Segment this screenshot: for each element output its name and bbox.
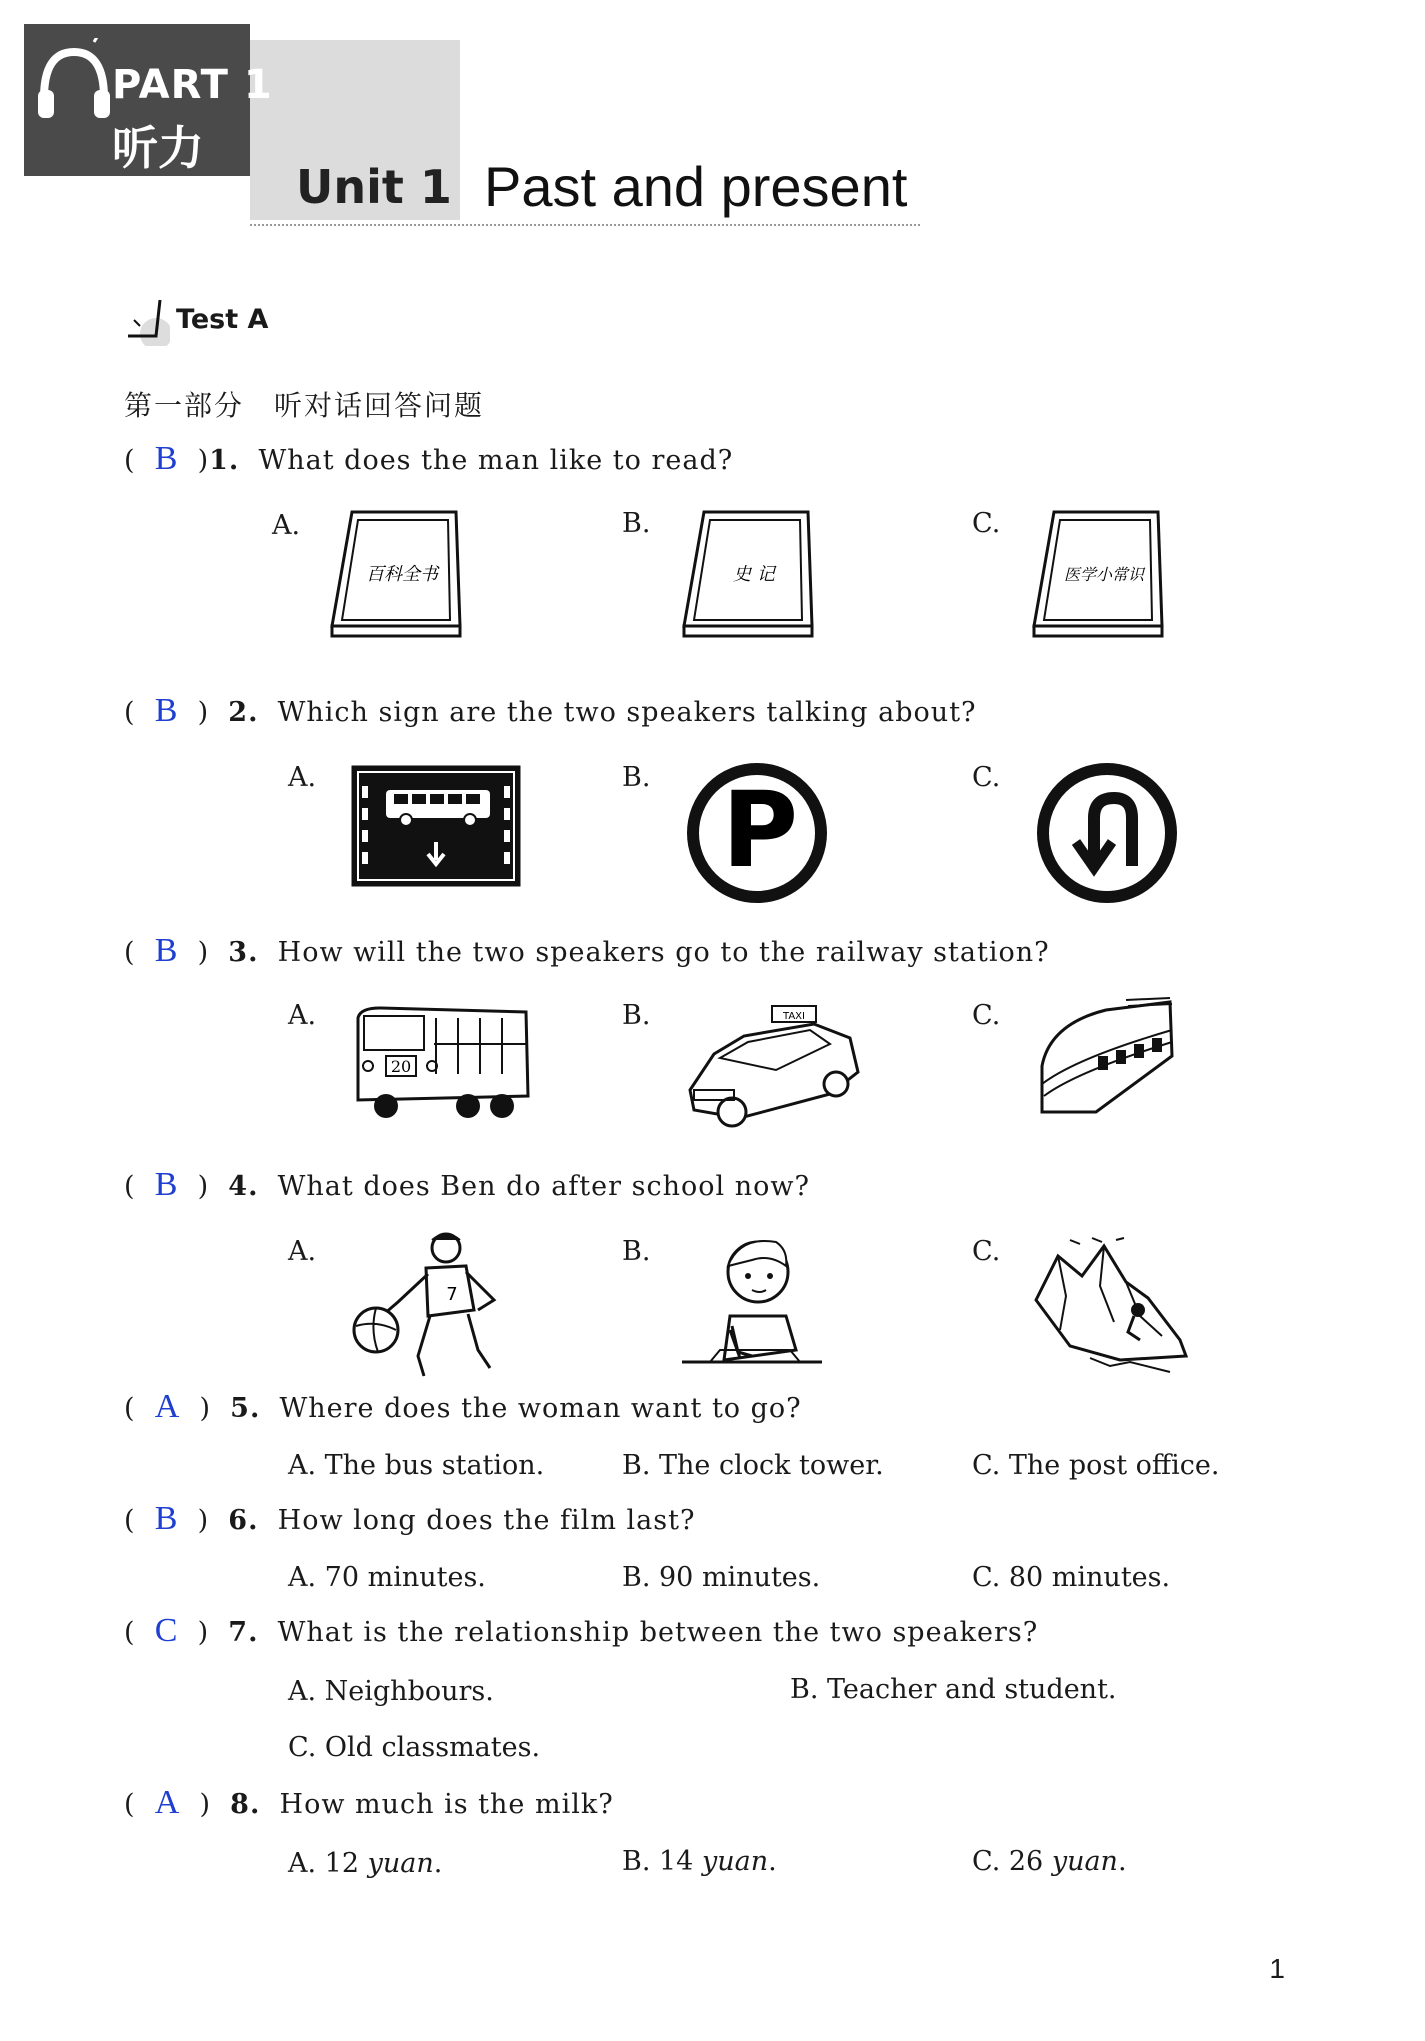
q8-option-c: C. 26 yuan.: [972, 1846, 1127, 1877]
section-title: 第一部分 听对话回答问题: [124, 389, 485, 422]
q1-option-c-letter: C.: [972, 508, 1001, 539]
question-7-text: What is the relationship between the two speakers?: [277, 1617, 1039, 1648]
answer-1: B: [154, 440, 179, 477]
q3-option-b-letter: B.: [622, 1000, 651, 1031]
taxi-icon: [680, 998, 864, 1134]
book-a-title: 百科全书: [366, 564, 438, 585]
q7-option-a: A. Neighbours.: [288, 1676, 494, 1707]
question-5-text: Where does the woman want to go?: [279, 1393, 802, 1424]
parking-sign-icon: [686, 762, 828, 904]
q1-option-a-letter: A.: [272, 510, 301, 541]
q5-option-c: C. The post office.: [972, 1450, 1220, 1481]
q3-option-a-letter: A.: [288, 1000, 317, 1031]
headphones-icon: [34, 38, 110, 128]
q6-option-c: C. 80 minutes.: [972, 1562, 1171, 1593]
part-chinese-label: 听力: [112, 121, 204, 175]
book-c-title: 医学小常识: [1063, 565, 1145, 584]
boy-writing-icon: [680, 1230, 824, 1378]
question-2: ( B ) 2. Which sign are the two speakers talking about?: [124, 692, 977, 729]
answer-3: B: [154, 932, 179, 969]
q3-option-c-letter: C.: [972, 1000, 1001, 1031]
bookmark-icon: [126, 298, 170, 346]
bus-icon: [350, 1004, 534, 1122]
q4-option-c-letter: C.: [972, 1236, 1001, 1267]
question-3: ( B ) 3. How will the two speakers go to the railway station?: [124, 932, 1050, 969]
answer-8: A: [154, 1784, 181, 1821]
q6-option-a: A. 70 minutes.: [288, 1562, 486, 1593]
question-1: ( B )1. What does the man like to read?: [124, 440, 734, 477]
question-8: ( A ) 8. How much is the milk?: [124, 1784, 614, 1821]
question-4-text: What does Ben do after school now?: [277, 1171, 810, 1202]
q5-option-a: A. The bus station.: [288, 1450, 545, 1481]
bus-stop-sign-icon: [350, 764, 522, 888]
parking-letter: P: [721, 769, 799, 891]
answer-2: B: [154, 692, 179, 729]
unit-label: Unit 1: [296, 160, 452, 214]
answer-6: B: [154, 1500, 179, 1537]
header-divider: [250, 224, 920, 226]
question-6-text: How long does the film last?: [277, 1505, 696, 1536]
q7-option-b: B. Teacher and student.: [790, 1674, 1117, 1705]
q1-option-b-letter: B.: [622, 508, 651, 539]
answer-5: A: [154, 1388, 181, 1425]
history-book-icon: [680, 506, 818, 640]
q2-option-b-letter: B.: [622, 762, 651, 793]
unit-title: Past and present: [484, 155, 908, 218]
bus-number: 20: [390, 1057, 412, 1076]
medical-book-icon: [1030, 506, 1168, 640]
q4-option-a-letter: A.: [288, 1236, 317, 1267]
q7-option-c: C. Old classmates.: [288, 1732, 541, 1763]
book-b-title: 史 记: [733, 564, 775, 585]
q2-option-a-letter: A.: [288, 762, 317, 793]
jersey-number: 7: [446, 1284, 458, 1305]
q2-option-c-letter: C.: [972, 762, 1001, 793]
q6-option-b: B. 90 minutes.: [622, 1562, 821, 1593]
answer-7: C: [154, 1612, 179, 1649]
answer-4: B: [154, 1166, 179, 1203]
high-speed-train-icon: [1036, 996, 1178, 1126]
question-1-text: What does the man like to read?: [258, 445, 734, 476]
question-5: ( A ) 5. Where does the woman want to go?: [124, 1388, 802, 1425]
question-4: ( B ) 4. What does Ben do after school now?: [124, 1166, 810, 1203]
question-8-text: How much is the milk?: [279, 1789, 614, 1820]
part-label: PART 1: [112, 62, 273, 108]
basketball-player-icon: [348, 1230, 512, 1378]
test-title: Test A: [176, 304, 269, 335]
u-turn-sign-icon: [1036, 762, 1178, 904]
question-3-text: How will the two speakers go to the railway station?: [277, 937, 1050, 968]
page-number: 1: [1269, 1953, 1285, 1984]
q8-option-a: A. 12 yuan.: [288, 1848, 443, 1879]
question-6: ( B ) 6. How long does the film last?: [124, 1500, 696, 1537]
q8-option-b: B. 14 yuan.: [622, 1846, 777, 1877]
encyclopedia-book-icon: [328, 506, 466, 640]
question-7: ( C ) 7. What is the relationship between the two speakers?: [124, 1612, 1039, 1649]
q4-option-b-letter: B.: [622, 1236, 651, 1267]
question-2-text: Which sign are the two speakers talking about?: [277, 697, 977, 728]
taxi-sign-text: TAXI: [783, 1011, 805, 1022]
q5-option-b: B. The clock tower.: [622, 1450, 884, 1481]
mountain-climbing-icon: [1030, 1236, 1190, 1376]
